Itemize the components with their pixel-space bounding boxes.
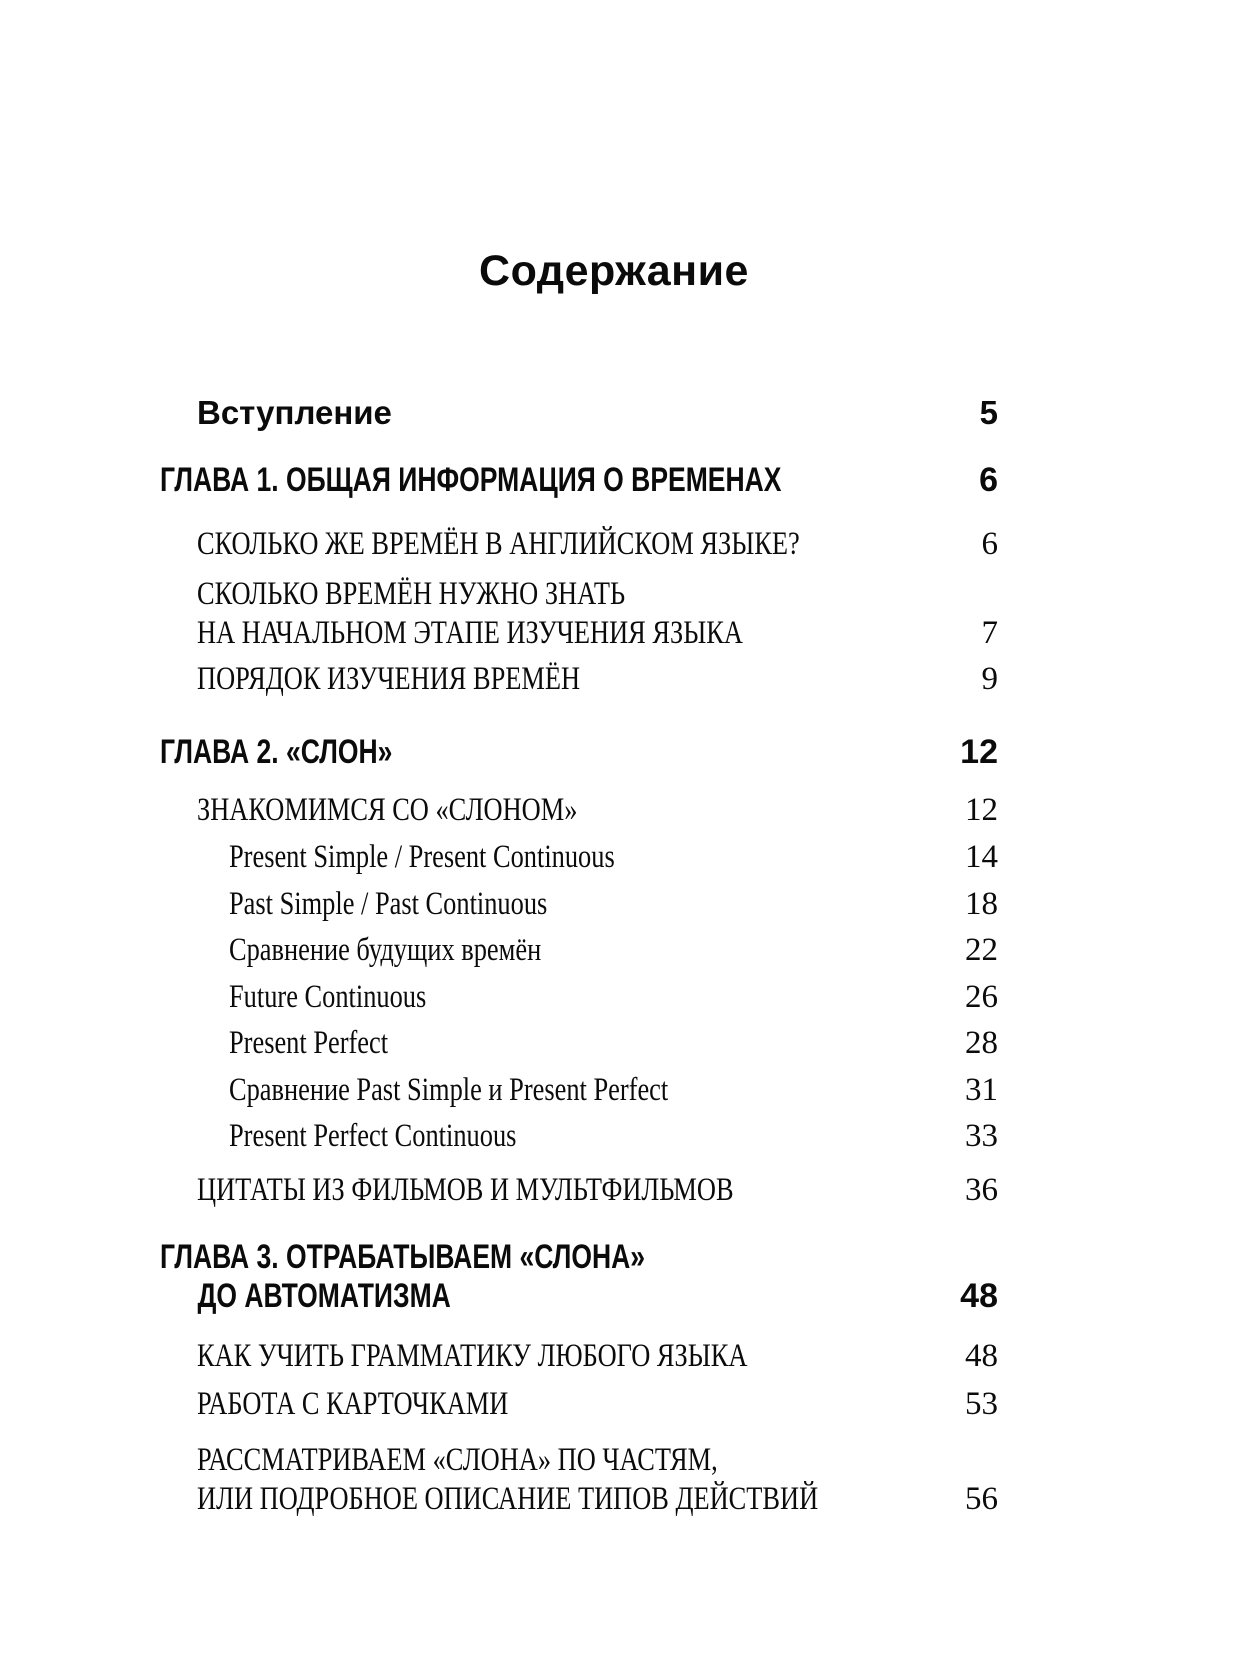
- toc-entry-page-number: 5: [979, 394, 998, 431]
- toc-entry-page-number: 6: [981, 526, 998, 562]
- toc-entry: [229, 1071, 998, 1110]
- toc-entry: [160, 461, 998, 500]
- toc-entry-line: ПОРЯДОК ИЗУЧЕНИЯ ВРЕМЁН: [197, 661, 581, 697]
- toc-entry-page-number: 56: [965, 1481, 998, 1517]
- toc-entry-line: Сравнение Past Simple и Present Perfect: [229, 1072, 669, 1108]
- toc-entry: [160, 733, 998, 772]
- toc-entry-line: Past Simple / Past Continuous: [229, 886, 548, 922]
- toc-entry-line: СКОЛЬКО ВРЕМЁН НУЖНО ЗНАТЬ: [197, 576, 626, 612]
- toc-entry-line: ЦИТАТЫ ИЗ ФИЛЬМОВ И МУЛЬТФИЛЬМОВ: [197, 1172, 734, 1208]
- toc-entry-page-number: 12: [965, 792, 998, 828]
- toc-entry: [229, 1117, 998, 1156]
- toc-entry-page-number: 12: [960, 733, 998, 771]
- toc-entry-line: РАССМАТРИВАЕМ «СЛОНА» ПО ЧАСТЯМ,: [197, 1442, 718, 1478]
- toc-entry-page-number: 53: [965, 1386, 998, 1422]
- toc-entry: [197, 525, 998, 564]
- toc-entry-line: Сравнение будущих времён: [229, 932, 542, 968]
- toc-entry: [229, 885, 998, 924]
- toc-entry: [229, 931, 998, 970]
- toc-entry-page-number: 22: [965, 932, 998, 968]
- toc-entry-line: Future Continuous: [229, 979, 427, 1015]
- toc-entry-line: ЗНАКОМИМСЯ СО «СЛОНОМ»: [197, 792, 578, 828]
- toc-entry-line: ИЛИ ПОДРОБНОЕ ОПИСАНИЕ ТИПОВ ДЕЙСТВИЙ: [197, 1481, 819, 1517]
- toc-entry-line: ДО АВТОМАТИЗМА: [197, 1277, 451, 1315]
- toc-entry-page-number: 33: [965, 1118, 998, 1154]
- toc-entry: [229, 838, 998, 877]
- toc-entry-line: Present Perfect: [229, 1025, 389, 1061]
- toc-entry: [229, 1024, 998, 1063]
- toc-entry-line: СКОЛЬКО ЖЕ ВРЕМЁН В АНГЛИЙСКОМ ЯЗЫКЕ?: [197, 526, 800, 562]
- toc-entry: [160, 1238, 998, 1316]
- toc-entry-line: Present Simple / Present Continuous: [229, 839, 615, 875]
- toc-entry-page-number: 48: [965, 1338, 998, 1374]
- page-title: Содержание: [479, 247, 749, 295]
- toc-entry-line: ГЛАВА 3. ОТРАБАТЫВАЕМ «СЛОНА»: [160, 1238, 646, 1276]
- toc-entry-page-number: 28: [965, 1025, 998, 1061]
- toc-entry: [197, 575, 998, 653]
- toc-entry: [197, 791, 998, 830]
- toc-entry: [197, 1337, 998, 1376]
- toc-entry-line: Вступление: [197, 394, 392, 431]
- toc-entry-page-number: 26: [965, 979, 998, 1015]
- toc-entry-line: ГЛАВА 2. «СЛОН»: [160, 733, 393, 771]
- toc-entry-page-number: 31: [965, 1072, 998, 1108]
- toc-entry-page-number: 9: [981, 661, 998, 697]
- toc-entry: [197, 1171, 998, 1210]
- toc-entry-line: ГЛАВА 1. ОБЩАЯ ИНФОРМАЦИЯ О ВРЕМЕНАХ: [160, 461, 782, 499]
- toc-entry-page-number: 36: [965, 1172, 998, 1208]
- toc-entry-page-number: 18: [965, 886, 998, 922]
- toc-entry: [197, 660, 998, 699]
- toc-entry-page-number: 7: [981, 615, 998, 651]
- toc-entry-line: РАБОТА С КАРТОЧКАМИ: [197, 1386, 509, 1422]
- toc-entry-line: НА НАЧАЛЬНОМ ЭТАПЕ ИЗУЧЕНИЯ ЯЗЫКА: [197, 615, 743, 651]
- toc-entry: [197, 1441, 998, 1519]
- toc-entry: [197, 393, 998, 432]
- toc-entry-page-number: 6: [979, 461, 998, 499]
- toc-entry: [197, 1385, 998, 1424]
- toc-entry-page-number: 14: [965, 839, 998, 875]
- toc-entry-line: КАК УЧИТЬ ГРАММАТИКУ ЛЮБОГО ЯЗЫКА: [197, 1338, 748, 1374]
- toc-entry-page-number: 48: [960, 1277, 998, 1315]
- toc-entry-line: Present Perfect Continuous: [229, 1118, 517, 1154]
- toc-entry: [229, 978, 998, 1017]
